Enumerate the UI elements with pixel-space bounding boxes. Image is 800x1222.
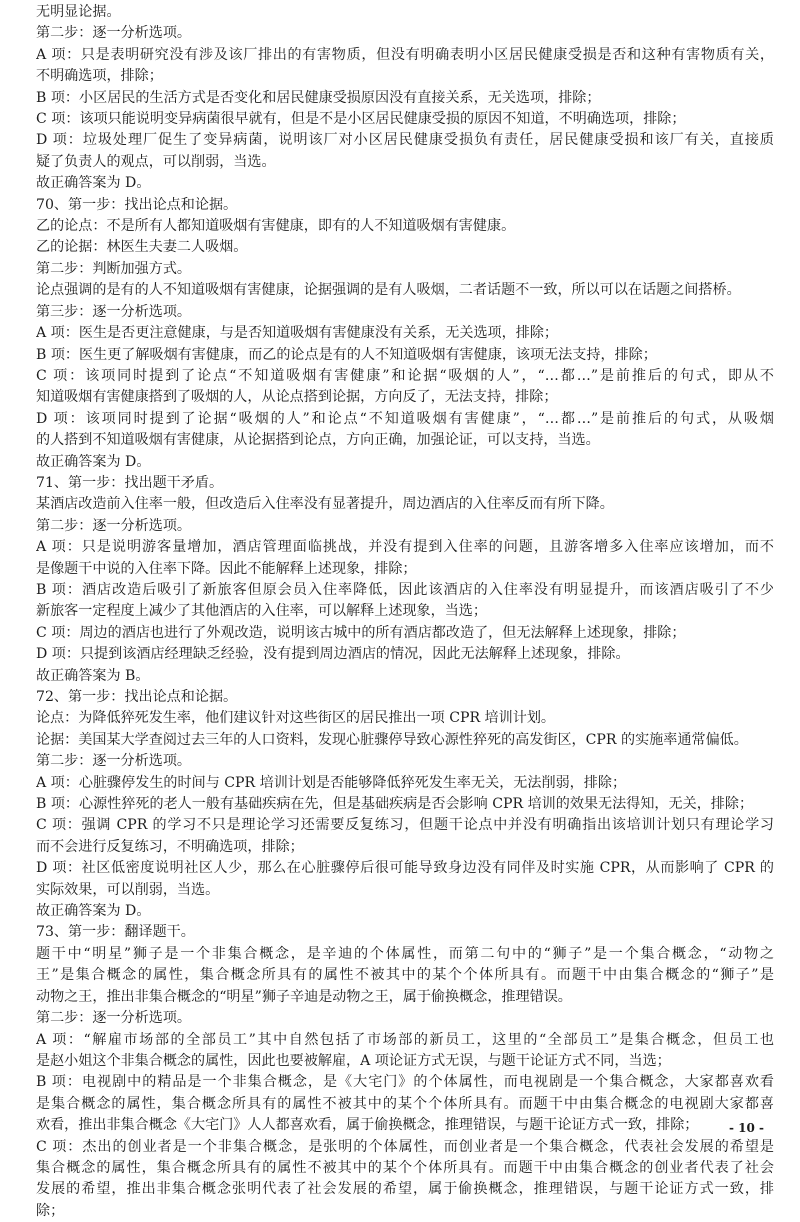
text-line: 故正确答案为 D。 (36, 903, 151, 920)
text-line: 是像题干中说的入住率下降。因此不能解释上述现象，排除； (36, 560, 417, 577)
text-line: B 项：酒店改造后吸引了新旅客但原会员入住率降低，因此该酒店的入住率没有明显提升，而该酒店吸引了不少 (36, 581, 774, 598)
text-line: 题干中“明星”狮子是一个非集合概念，是辛迪的个体属性，而第二句中的“狮子”是一个集合概念，“动物之 (36, 945, 774, 962)
text-line: D 项：该项同时提到了论据“吸烟的人”和论点“不知道吸烟有害健康”，“…都…”是前推后的句式，从吸烟 (36, 410, 774, 427)
text-line: B 项：心源性猝死的老人一般有基础疾病在先，但是基础疾病是否会影响 CPR 培训的效果无法得知，无关，排除； (36, 796, 754, 813)
text-line: D 项：只提到该酒店经理缺乏经验，没有提到周边酒店的情况，因此无法解释上述现象，排除。 (36, 646, 630, 663)
text-line: 乙的论据：林医生夫妻二人吸烟。 (36, 239, 248, 256)
text-line: 第二步：逐一分析选项。 (36, 517, 192, 534)
page-number: - 10 - (728, 1121, 764, 1135)
text-line: 的人搭到不知道吸烟有害健康，从论据搭到论点，方向正确，加强论证，可以支持，当选。 (36, 432, 600, 449)
text-line: 第三步：逐一分析选项。 (36, 303, 192, 320)
text-line: 第二步：逐一分析选项。 (36, 1010, 192, 1027)
text-line: B 项：小区居民的生活方式是否变化和居民健康受损原因没有直接关系，无关选项，排除； (36, 89, 601, 106)
text-line: A 项：医生是否更注意健康，与是否知道吸烟有害健康没有关系，无关选项，排除； (36, 325, 559, 342)
text-line: A 项：只是表明研究没有涉及该厂排出的有害物质，但没有明确表明小区居民健康受损是否和这种有害物质有关， (36, 46, 774, 63)
text-line: A 项：心脏骤停发生的时间与 CPR 培训计划是否能够降低猝死发生率无关，无法削弱，排除； (36, 774, 627, 791)
text-line: D 项：社区低密度说明社区人少，那么在心脏骤停后很可能导致身边没有同伴及时实施 CPR，从而影响了 CPR 的 (36, 860, 774, 877)
text-line: 某酒店改造前入住率一般，但改造后入住率没有显著提升，周边酒店的入住率反而有所下降。 (36, 496, 614, 513)
text-line: 第二步：逐一分析选项。 (36, 25, 192, 42)
text-line: C 项：强调 CPR 的学习不只是理论学习还需要反复练习，但题干论点中并没有明确指出该培训计划只有理论学习 (36, 817, 774, 834)
text-line: 第二步：判断加强方式。 (36, 260, 192, 277)
text-line: D 项：垃圾处理厂促生了变异病菌，说明该厂对小区居民健康受损负有责任，居民健康受损和该厂有关，直接质 (36, 132, 774, 149)
text-line: 实际效果，可以削弱，当选。 (36, 881, 220, 898)
question-heading: 71、第一步：找出题干矛盾。 (36, 474, 224, 491)
text-line: 论据：美国某大学查阅过去三年的人口资料，发现心脏骤停导致心源性猝死的高发街区，CPR 的实施率通常偏低。 (36, 731, 748, 748)
text-line: C 项：该项同时提到了论点“不知道吸烟有害健康”和论据“吸烟的人”，“…都…”是前推后的句式，即从不 (36, 367, 774, 384)
text-line: 第二步：逐一分析选项。 (36, 753, 192, 770)
text-line: A 项：“解雇市场部的全部员工”其中自然包括了市场部的新员工，这里的“全部员工”是集合概念，但员工也 (36, 1031, 774, 1048)
text-line: 无明显论据。 (36, 4, 121, 20)
text-line: 集合概念的属性，集合概念所具有的属性不被其中的某个个体所具有。而题干中由集合概念的创业者代表了社会 (36, 1159, 774, 1176)
question-heading: 72、第一步：找出论点和论据。 (36, 689, 238, 705)
text-line: 是赵小姐这个非集合概念的属性，因此也要被解雇，A 项论证方式无误，与题干论证方式不同，当选； (36, 1052, 671, 1069)
text-line: 发展的希望，推出非集合概念张明代表了社会发展的希望，属于偷换概念，推理错误，与题干论证方式一致，排 (36, 1181, 774, 1198)
text-line: C 项：该项只能说明变异病菌很早就有，但是不是小区居民健康受损的原因不知道，不明确选项，排除； (36, 111, 686, 128)
text-line: 知道吸烟有害健康搭到了吸烟的人，从论点搭到论据，方向反了，无法支持，排除； (36, 389, 558, 406)
text-line: B 项：电视剧中的精品是一个非集合概念，是《大宅门》的个体属性，而电视剧是一个集合概念，大家都喜欢看 (36, 1074, 774, 1091)
text-line: 论点：为降低猝死发生率，他们建议针对这些街区的居民推出一项 CPR 培训计划。 (36, 710, 556, 727)
text-line: 新旅客一定程度上减少了其他酒店的入住率，可以解释上述现象，当选； (36, 603, 487, 620)
text-line: B 项：医生更了解吸烟有害健康，而乙的论点是有的人不知道吸烟有害健康，该项无法支持，排除； (36, 346, 657, 363)
text-line: 故正确答案为 D。 (36, 175, 151, 192)
document-body (36, 2, 774, 1222)
text-line: 故正确答案为 D。 (36, 453, 151, 470)
text-line: 故正确答案为 B。 (36, 667, 150, 684)
text-line: A 项：只是说明游客量增加，酒店管理面临挑战，并没有提到入住率的问题，且游客增多入住率应该增加，而不 (36, 539, 774, 556)
text-line: 论点强调的是有的人不知道吸烟有害健康，论据强调的是有人吸烟，二者话题不一致，所以可以在话题之间搭桥。 (36, 282, 741, 299)
text-line: C 项：杰出的创业者是一个非集合概念，是张明的个体属性，而创业者是一个集合概念，代表社会发展的希望是 (36, 1138, 774, 1155)
text-line: 乙的论点：不是所有人都知道吸烟有害健康，即有的人不知道吸烟有害健康。 (36, 218, 516, 235)
text-line: 不明确选项，排除； (36, 68, 163, 85)
text-line: 除； (36, 1202, 65, 1219)
text-line: 而不会进行反复练习，不明确选项，排除； (36, 838, 304, 855)
question-heading: 70、第一步：找出论点和论据。 (36, 196, 238, 213)
text-line: 王”是集合概念的属性，集合概念所具有的属性不被其中的某个个体所具有。而题干中由集合概念的“狮子”是 (36, 967, 774, 984)
text-line: 是集合概念的属性，集合概念所具有的属性不被其中的某个个体所具有。而题干中由集合概念的电视剧大家都喜 (36, 1095, 774, 1112)
question-heading: 73、第一步：翻译题干。 (36, 924, 195, 941)
text-line: 疑了负责人的观点，可以削弱，当选。 (36, 153, 276, 170)
text-line: 欢看，推出非集合概念《大宅门》人人都喜欢看，属于偷换概念，推理错误，与题干论证方式一致，排除； (36, 1117, 699, 1134)
text-line: 动物之王，推出非集合概念的“明星”狮子辛迪是动物之王，属于偷换概念，推理错误。 (36, 988, 572, 1005)
text-line: C 项：周边的酒店也进行了外观改造，说明该古城中的所有酒店都改造了，但无法解释上述现象，排除； (36, 624, 686, 641)
